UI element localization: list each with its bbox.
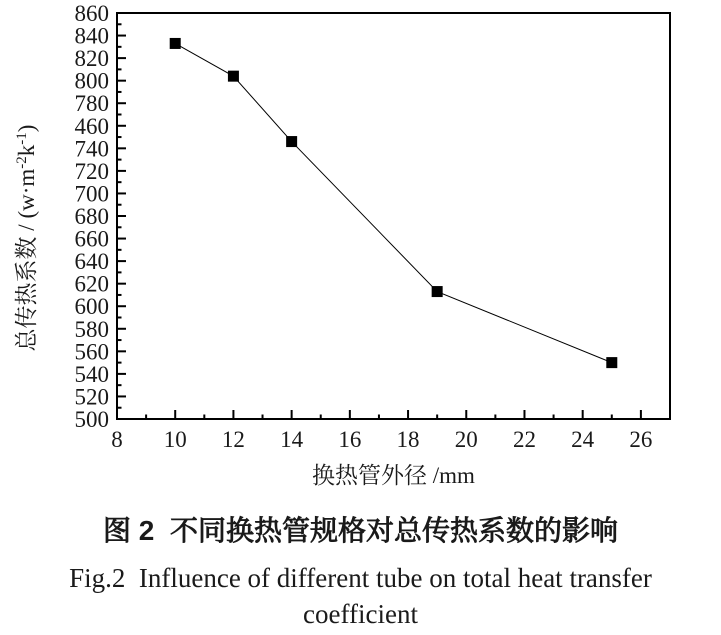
y-tick-label: 460 [74, 113, 109, 139]
y-tick-label: 860 [74, 1, 109, 26]
plot-frame [117, 13, 670, 419]
y-tick-label: 600 [74, 294, 109, 320]
caption-chinese: 图 2 不同换热管规格对总传热系数的影响 [103, 515, 618, 546]
y-tick-label: 500 [74, 407, 109, 432]
y-tick-label: 820 [74, 46, 109, 72]
x-tick-label: 24 [571, 427, 595, 452]
y-tick-labels [75, 1, 110, 432]
data-point-marker [286, 136, 297, 147]
y-axis-title: 总传热系数 / $(w\cdot m^{-2}k^{-1})$ [14, 124, 39, 352]
x-tick-label: 10 [163, 427, 187, 452]
y-tick-label: 800 [74, 68, 109, 94]
x-tick-label: 22 [512, 427, 536, 452]
caption-english-line1: Fig.2 Influence of different tube on total heat transfer [69, 563, 652, 593]
y-tick-label: 560 [74, 339, 109, 365]
y-tick-label: 540 [74, 361, 109, 387]
y-tick-label: 740 [74, 136, 109, 162]
x-tick-label: 16 [338, 427, 362, 452]
x-tick-label: 12 [221, 427, 245, 452]
y-tick-label: 720 [74, 158, 109, 184]
axis-ticks [117, 13, 670, 419]
y-tick-label: 700 [74, 181, 109, 207]
x-axis-title: 换热管外径 /mm [312, 463, 475, 488]
data-points [170, 38, 618, 368]
x-tick-label: 8 [111, 427, 123, 452]
y-tick-label: 660 [74, 226, 109, 252]
y-tick-label: 520 [74, 384, 109, 410]
y-tick-label: 680 [74, 204, 109, 229]
x-tick-label: 18 [396, 427, 420, 452]
y-tick-label: 620 [74, 271, 109, 297]
y-tick-label: 780 [74, 91, 109, 117]
x-tick-label: 20 [454, 427, 478, 452]
x-tick-label: 26 [629, 427, 653, 452]
data-point-marker [170, 38, 181, 49]
data-line [175, 43, 612, 362]
data-point-marker [606, 357, 617, 368]
y-tick-label: 580 [74, 316, 109, 342]
x-tick-label: 14 [280, 427, 304, 452]
x-tick-labels [111, 427, 652, 452]
y-tick-label: 640 [74, 249, 109, 275]
caption-english-line2: coefficient [303, 599, 418, 629]
y-tick-label: 840 [74, 23, 109, 49]
data-point-marker [432, 286, 443, 297]
data-point-marker [228, 71, 239, 82]
